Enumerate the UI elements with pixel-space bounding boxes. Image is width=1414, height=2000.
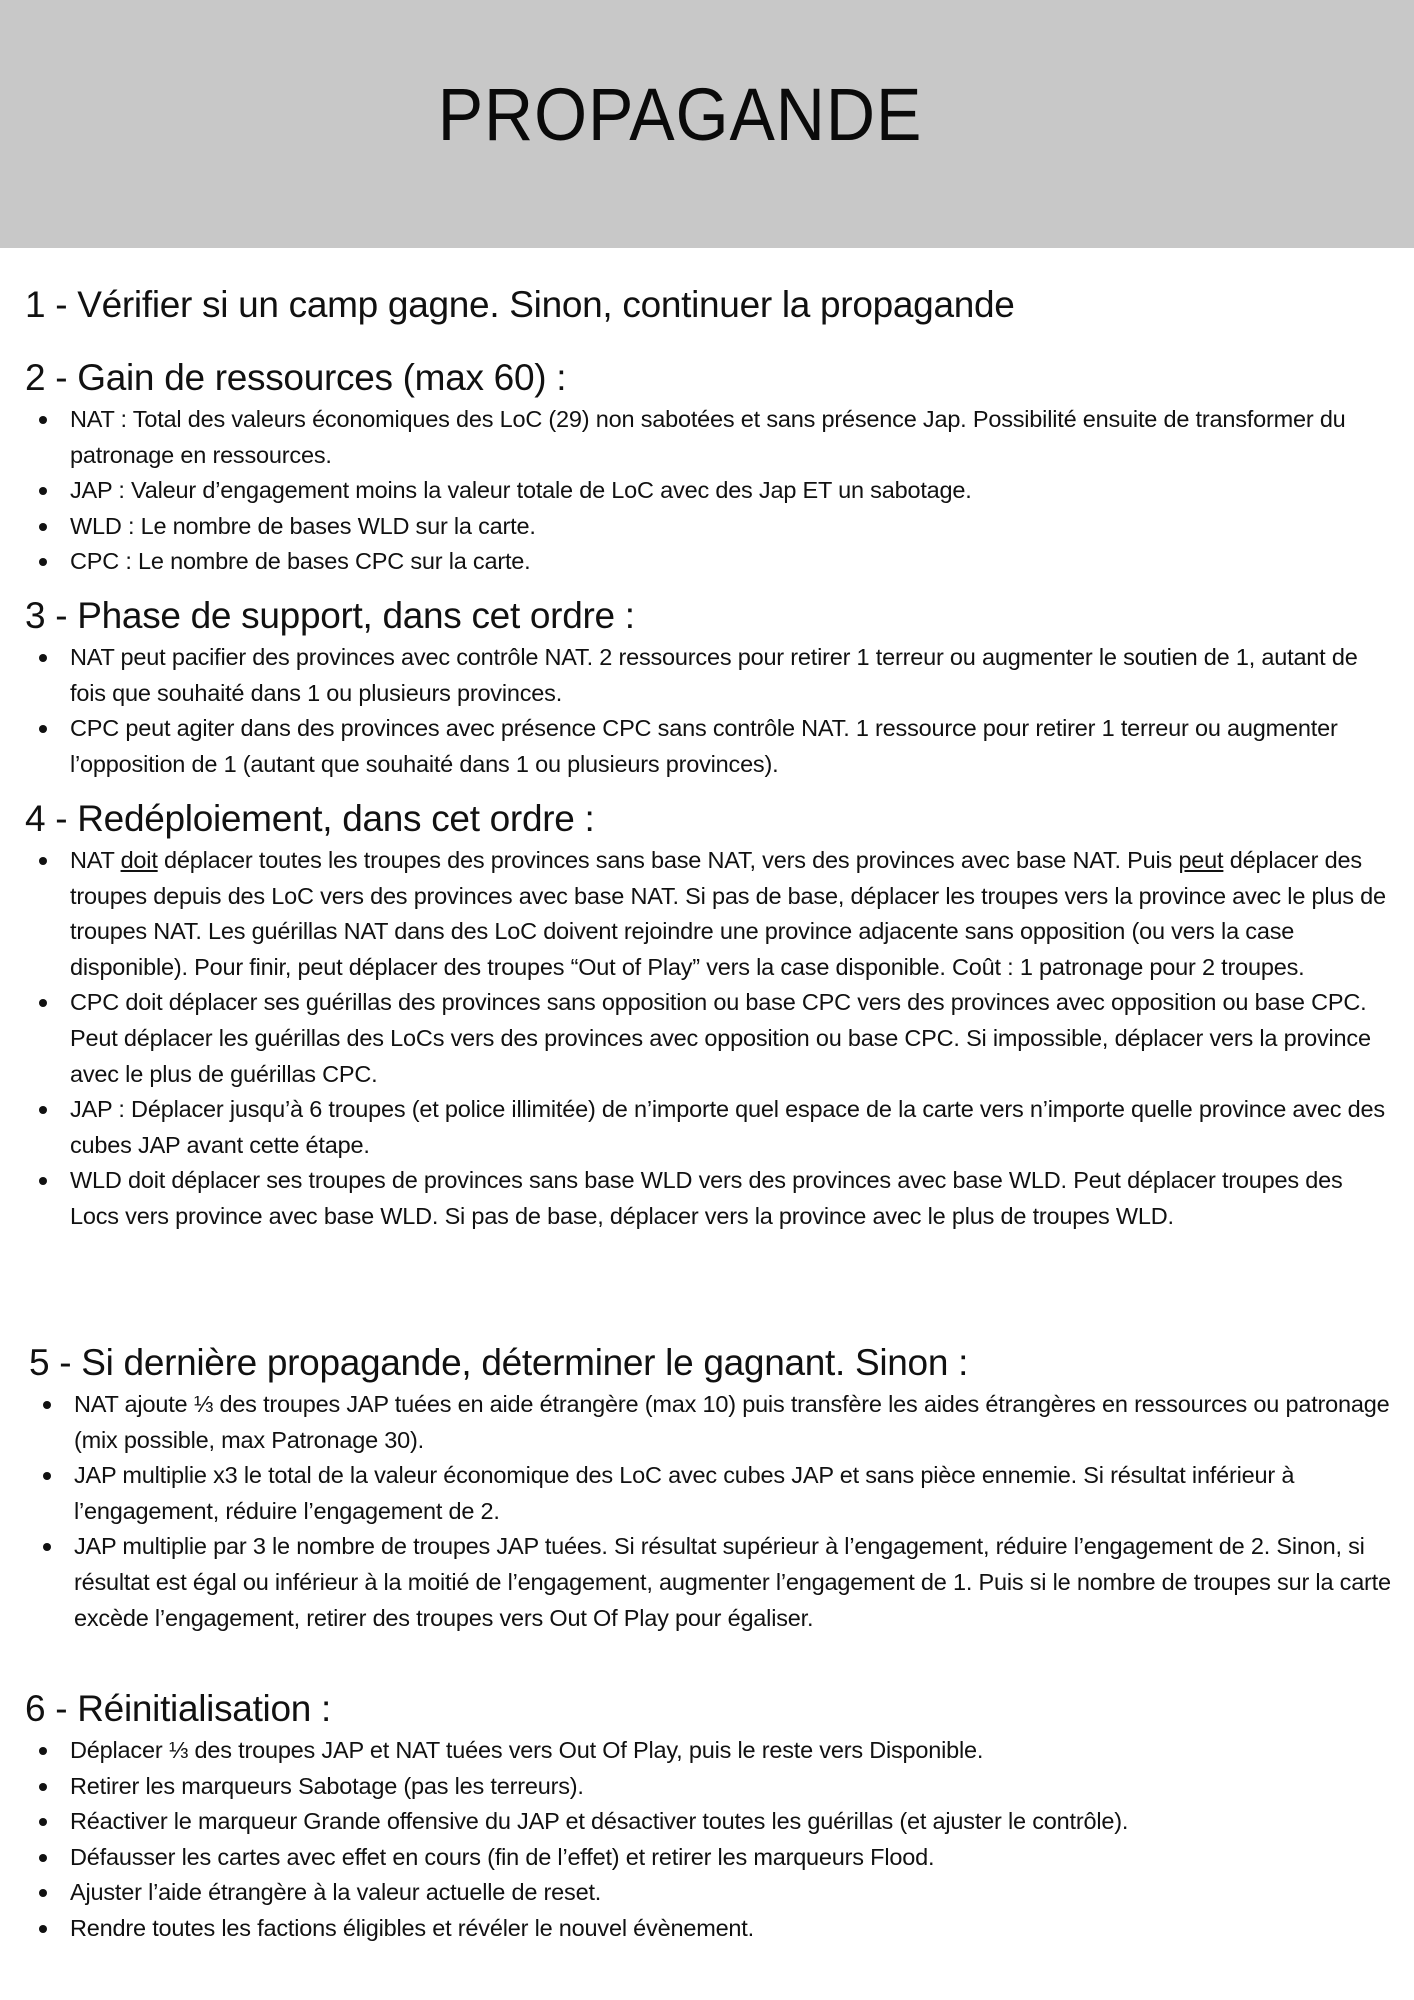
bullet-icon (43, 1472, 51, 1480)
section-heading: 5 - Si dernière propagande, déterminer le gagnant. Sinon : (29, 1342, 969, 1383)
list-item (25, 711, 1395, 782)
list-item (25, 544, 1395, 580)
bullet-icon (39, 1177, 47, 1185)
bullet-icon (39, 523, 47, 531)
section-4-redeployment (25, 797, 1395, 1235)
bullet-list (25, 402, 1395, 580)
bullet-icon (43, 1401, 51, 1409)
bullet-icon (43, 1543, 51, 1551)
list-item-text: NAT peut pacifier des provinces avec contrôle NAT. 2 ressources pour retirer 1 terreur ou augmenter le soutien de 1, autant de fois que souhaité dans 1 ou plusieurs provinces. (70, 644, 1358, 706)
bullet-icon (39, 1925, 47, 1933)
list-item-text: Retirer les marqueurs Sabotage (pas les terreurs). (70, 1772, 584, 1799)
section-2-resources (25, 356, 1395, 580)
page-title: PROPAGANDE (437, 73, 923, 156)
list-item (25, 1733, 1395, 1769)
list-item (25, 1840, 1395, 1876)
section-heading: 4 - Redéploiement, dans cet ordre : (25, 798, 595, 839)
list-item (25, 1804, 1395, 1840)
list-item (25, 1092, 1395, 1163)
list-item-text: NAT ajoute ⅓ des troupes JAP tuées en aide étrangère (max 10) puis transfère les aides étrangères en ressources ou patronage (mix possible, max Patronage 30). (74, 1391, 1390, 1453)
bullet-list (25, 1733, 1395, 1947)
bullet-icon (39, 1818, 47, 1826)
list-item (25, 1769, 1395, 1805)
section-6-reset (25, 1687, 1395, 1947)
list-item (25, 640, 1395, 711)
bullet-list (29, 1387, 1399, 1636)
list-item (25, 402, 1395, 473)
list-item-text-part: déplacer des troupes depuis des LoC vers des provinces avec base NAT. Si pas de base, déplacer les troupes vers la province avec le plus de troupes NAT. Les guérillas NAT dans des LoC doivent rejoindre une province adjacente sans opposition (ou vers la case disponible). Pour finir, peut déplacer des troupes “Out of Play” vers la case disponible. Coût : 1 patronage pour 2 troupes. (70, 847, 1386, 980)
list-item-text: Rendre toutes les factions éligibles et révéler le nouvel évènement. (70, 1914, 754, 1941)
list-item-text: Défausser les cartes avec effet en cours (fin de l’effet) et retirer les marqueurs Flood. (70, 1843, 935, 1870)
list-item-text: CPC peut agiter dans des provinces avec présence CPC sans contrôle NAT. 1 ressource pour retirer 1 terreur ou augmenter l’opposition de 1 (autant que souhaité dans 1 ou plusieurs provinces). (70, 715, 1338, 777)
list-item-text-part: déplacer toutes les troupes des provinces sans base NAT, vers des provinces avec base NAT. Puis (157, 847, 1179, 873)
bullet-icon (39, 725, 47, 733)
bullet-icon (39, 999, 47, 1007)
list-item-text: JAP multiplie x3 le total de la valeur économique des LoC avec cubes JAP et sans pièce ennemie. Si résultat inférieur à l’engagement, réduire l’engagement de 2. (74, 1462, 1295, 1524)
bullet-icon (39, 558, 47, 566)
bullet-icon (39, 1106, 47, 1114)
list-item-text: NAT : Total des valeurs économiques des LoC (29) non sabotées et sans présence Jap. Possibilité ensuite de transformer du patronage en ressources. (70, 406, 1346, 468)
bullet-icon (39, 1747, 47, 1755)
list-item (29, 1529, 1399, 1636)
list-item (25, 1163, 1395, 1234)
list-item-text: WLD doit déplacer ses troupes de provinces sans base WLD vers des provinces avec base WLD. Peut déplacer troupes des Locs vers province avec base WLD. Si pas de base, déplacer vers la province avec le plus de troupes WLD. (70, 1167, 1343, 1229)
list-item-text: Déplacer ⅓ des troupes JAP et NAT tuées vers Out Of Play, puis le reste vers Disponible. (70, 1737, 984, 1763)
list-item (25, 985, 1395, 1092)
list-item-text: JAP : Valeur d’engagement moins la valeur totale de LoC avec des Jap ET un sabotage. (70, 477, 972, 504)
list-item-text: Ajuster l’aide étrangère à la valeur actuelle de reset. (70, 1879, 602, 1906)
list-item-text: WLD : Le nombre de bases WLD sur la carte. (70, 512, 536, 539)
list-item-text: JAP multiplie par 3 le nombre de troupes JAP tuées. Si résultat supérieur à l’engagement, réduire l’engagement de 2. Sinon, si résultat est égal ou inférieur à la moitié de l’engagement, augmenter l’engagement de 1. Puis si le nombre de troupes sur la carte excède l’engagement, retirer des troupes vers Out Of Play pour égaliser. (74, 1533, 1391, 1631)
list-item-text-part: NAT (70, 847, 121, 873)
section-heading: 6 - Réinitialisation : (25, 1688, 331, 1729)
underlined-word-doit: doit (120, 847, 158, 873)
bullet-icon (39, 654, 47, 662)
list-item-text: JAP : Déplacer jusqu’à 6 troupes (et police illimitée) de n’importe quel espace de la carte vers n’importe quelle province avec des cubes JAP avant cette étape. (70, 1096, 1385, 1158)
page-header (0, 0, 1414, 248)
list-item (25, 473, 1395, 509)
section-5-final-propaganda (29, 1341, 1399, 1636)
bullet-icon (39, 416, 47, 424)
list-item (25, 843, 1395, 985)
list-item (25, 1875, 1395, 1911)
bullet-icon (39, 857, 47, 865)
bullet-list (25, 640, 1395, 782)
section-heading: 1 - Vérifier si un camp gagne. Sinon, continuer la propagande (25, 284, 1015, 325)
list-item-text: Réactiver le marqueur Grande offensive du JAP et désactiver toutes les guérillas (et ajuster le contrôle). (70, 1808, 1129, 1835)
list-item (29, 1458, 1399, 1529)
section-heading: 3 - Phase de support, dans cet ordre : (25, 595, 635, 636)
section-1-check-victory (25, 283, 1395, 327)
bullet-icon (39, 487, 47, 495)
bullet-icon (39, 1854, 47, 1862)
bullet-icon (39, 1889, 47, 1897)
list-item-text: CPC doit déplacer ses guérillas des provinces sans opposition ou base CPC vers des provinces avec opposition ou base CPC. Peut déplacer les guérillas des LoCs vers des provinces avec opposition ou base CPC. Si impossible, déplacer vers la province avec le plus de guérillas CPC. (70, 989, 1371, 1087)
list-item (29, 1387, 1399, 1458)
section-heading: 2 - Gain de ressources (max 60) : (25, 357, 567, 398)
bullet-list (25, 843, 1395, 1235)
section-3-support-phase (25, 594, 1395, 782)
list-item-text: CPC : Le nombre de bases CPC sur la carte. (70, 548, 531, 575)
underlined-word-peut: peut (1178, 847, 1224, 873)
list-item (25, 1911, 1395, 1947)
bullet-icon (39, 1783, 47, 1791)
list-item (25, 509, 1395, 545)
